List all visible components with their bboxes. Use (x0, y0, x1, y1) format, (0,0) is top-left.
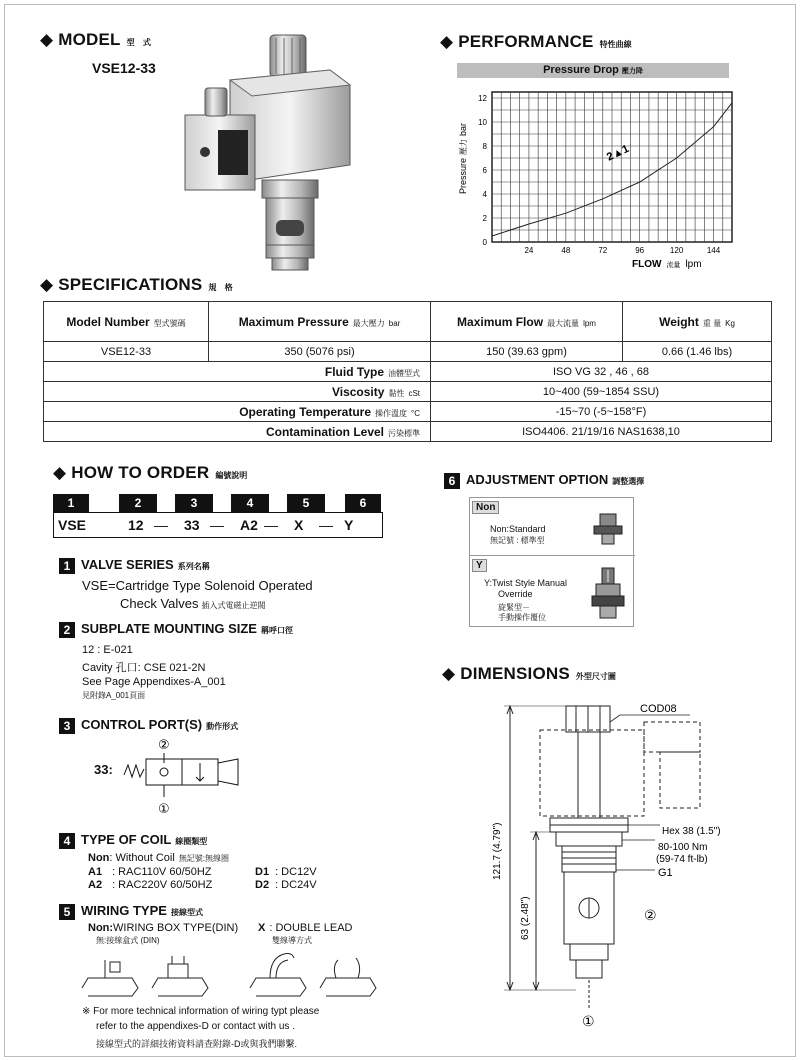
adjustment-option-table (469, 497, 634, 627)
temperature-label: Operating Temperature 操作溫度 °C (44, 402, 431, 422)
wiring-illustrations (80, 948, 380, 1003)
how-to-order-heading (53, 463, 247, 483)
section-number: 4 (59, 833, 75, 849)
model-title: MODEL (58, 30, 121, 49)
order-code-wiring: X (294, 517, 304, 533)
subplate-size-heading: 2 SUBPLATE MOUNTING SIZE 稱呼口徑 (59, 621, 293, 638)
performance-title: PERFORMANCE (458, 32, 594, 51)
section-number: 1 (59, 558, 75, 574)
valve-series-line2: Check Valves 插入式電磁止逆閥 (120, 596, 266, 611)
specifications-title: SPECIFICATIONS (58, 275, 203, 294)
body-length-label: 63 (2.48") (520, 896, 531, 940)
order-dash: — (264, 517, 278, 533)
hex-label: Hex 38 (1.5") (662, 826, 721, 837)
order-num-4: 4 (231, 494, 269, 512)
diamond-icon: ◆ (442, 664, 456, 683)
order-code-adjust: Y (344, 517, 354, 533)
coil-a1: A1 : RAC110V 60/50HZ (88, 866, 212, 878)
specifications-heading (40, 275, 236, 295)
how-to-order-title: HOW TO ORDER (71, 463, 210, 482)
header-pressure: Maximum Pressure 最大壓力 bar (209, 302, 431, 342)
adjust-non-label: Non:Standard (490, 524, 546, 534)
order-num-6: 6 (345, 494, 381, 512)
section-number: 6 (444, 473, 460, 489)
adjustment-option-heading: 6 ADJUSTMENT OPTION 調整選擇 (444, 472, 644, 489)
adjust-y-cn1: 旋緊型－ (498, 603, 530, 612)
value-model: VSE12-33 (44, 342, 209, 362)
model-heading (40, 30, 154, 50)
control-port-symbol (120, 735, 250, 820)
header-model: Model Number 型式號碼 (44, 302, 209, 342)
y-tick-label: 4 (482, 190, 487, 199)
adjust-y-tag: Y (472, 559, 487, 572)
y-axis-label: Pressure壓力bar (458, 122, 468, 194)
order-code-strip (53, 494, 383, 540)
port-1-label: ① (158, 802, 170, 817)
specifications-title-cn: 規 格 (208, 283, 236, 292)
performance-heading (440, 32, 632, 52)
value-pressure: 350 (5076 psi) (209, 342, 431, 362)
y-tick-label: 12 (478, 94, 487, 103)
coil-d2: D2 : DC24V (255, 879, 317, 891)
x-tick-label: 96 (635, 246, 645, 255)
y-tick-label: 0 (482, 238, 487, 247)
diamond-icon: ◆ (440, 32, 454, 51)
chart-title-bar (457, 63, 729, 78)
x-tick-label: 48 (561, 246, 571, 255)
x-tick-label: 72 (598, 246, 608, 255)
valve-product-illustration (170, 30, 370, 275)
torque-label: 80-100 Nm (658, 842, 708, 853)
spec-header-row (44, 302, 772, 342)
wiring-din: Non:WIRING BOX TYPE(DIN) (88, 922, 239, 934)
subplate-line4: 見附錄A_001頁面 (82, 691, 146, 700)
order-code-size: 12 (128, 517, 144, 533)
y-tick-label: 6 (482, 166, 487, 175)
adjust-non-cn: 無記號 : 標準型 (490, 536, 545, 545)
coil-d1: D1 : DC12V (255, 866, 317, 878)
x-tick-label: 144 (706, 246, 721, 255)
diamond-icon: ◆ (53, 463, 67, 482)
temperature-value: -15~70 (-5~158°F) (431, 402, 772, 422)
x-tick-label: 120 (669, 246, 684, 255)
adjust-non-row (470, 498, 635, 556)
dimensions-heading (442, 664, 616, 684)
subplate-line1: 12 : E-021 (82, 644, 133, 656)
header-weight: Weight 重 量 Kg (623, 302, 772, 342)
model-number: VSE12-33 (92, 60, 156, 76)
contamination-label: Contamination Level 污染標準 (44, 422, 431, 442)
viscosity-label: Viscosity 黏性 cSt (44, 382, 431, 402)
order-num-2: 2 (119, 494, 157, 512)
chart-title: Pressure Drop (543, 64, 619, 76)
how-to-order-title-cn: 編號說明 (215, 471, 248, 480)
coil-none: Non: Without Coil 無記號:無線圈 (88, 852, 230, 864)
spec-value-row (44, 342, 772, 362)
order-code-port: 33 (184, 517, 200, 533)
fluid-label: Fluid Type 油體型式 (44, 362, 431, 382)
torque-imperial-label: (59-74 ft-lb) (656, 854, 708, 865)
wiring-note-line3: 接線型式的詳細技術資料請查附錄-D或與我們聯繫. (96, 1039, 297, 1049)
viscosity-value: 10~400 (59~1854 SSU) (431, 382, 772, 402)
section-number: 2 (59, 622, 75, 638)
y-tick-label: 2 (482, 214, 487, 223)
dim-port-1-label: ① (582, 1014, 595, 1030)
spec-contamination-row (44, 422, 772, 442)
valve-series-line1: VSE=Cartridge Type Solenoid Operated (82, 578, 313, 593)
total-length-label: 121.7 (4.79") (492, 822, 503, 880)
port-2-label: ② (158, 738, 170, 753)
pressure-drop-chart (452, 84, 747, 274)
coil-a2: A2 : RAC220V 60/50HZ (88, 879, 213, 891)
spec-fluid-row (44, 362, 772, 382)
adjust-y-cn2: 手動操作覆位 (498, 613, 546, 622)
x-tick-label: 24 (524, 246, 534, 255)
wiring-double-lead: X : DOUBLE LEAD (258, 922, 353, 934)
order-code-row (53, 512, 383, 538)
y-tick-label: 8 (482, 142, 487, 151)
coil-type-heading: 4 TYPE OF COIL 線圈類型 (59, 832, 207, 849)
adjust-non-tag: Non (472, 501, 499, 514)
order-num-1: 1 (53, 494, 89, 512)
diamond-icon: ◆ (40, 275, 54, 294)
order-num-5: 5 (287, 494, 325, 512)
y-tick-label: 10 (478, 118, 487, 127)
wiring-note-line1: ※ For more technical information of wiring typt please (82, 1006, 320, 1017)
fluid-value: ISO VG 32 , 46 , 68 (431, 362, 772, 382)
subplate-line2: Cavity 孔口: CSE 021-2N (82, 662, 206, 674)
performance-title-cn: 特性曲線 (599, 40, 632, 49)
order-code-vse: VSE (58, 517, 87, 533)
order-dash: — (154, 517, 168, 533)
adjust-y-row (470, 556, 635, 628)
model-title-cn: 型 式 (126, 38, 154, 47)
value-weight: 0.66 (1.46 lbs) (623, 342, 772, 362)
valve-series-heading: 1 VALVE SERIES 系列名稱 (59, 557, 210, 574)
control-port-heading: 3 CONTROL PORT(S) 動作形式 (59, 717, 238, 734)
chart-title-cn: 壓力降 (621, 68, 643, 75)
curve-label: 2▲1 (604, 142, 631, 164)
order-dash: — (319, 517, 333, 533)
spec-temperature-row (44, 402, 772, 422)
adjust-y-label2: Override (498, 589, 533, 599)
order-code-coil: A2 (240, 517, 258, 533)
subplate-line3: See Page Appendixes-A_001 (82, 676, 226, 688)
adjust-y-label1: Y:Twist Style Manual (484, 578, 568, 588)
wiring-note-line2: refer to the appendixes-D or contact with us . (96, 1021, 295, 1032)
wiring-double-lead-cn: 雙線導方式 (272, 936, 312, 945)
thread-label: G1 (658, 867, 673, 879)
twist-override-icon (588, 566, 628, 622)
dimensions-drawing (480, 690, 780, 1040)
order-num-3: 3 (175, 494, 213, 512)
contamination-value: ISO4406. 21/19/16 NAS1638,10 (431, 422, 772, 442)
chart-grid (492, 92, 732, 242)
wiring-type-heading: 5 WIRING TYPE 接線型式 (59, 903, 203, 920)
diamond-icon: ◆ (40, 30, 54, 49)
order-dash: — (210, 517, 224, 533)
x-axis-label: FLOW 流量 lpm (632, 259, 702, 270)
order-number-row (53, 494, 383, 512)
section-number: 5 (59, 904, 75, 920)
spec-viscosity-row (44, 382, 772, 402)
control-port-code: 33: (94, 762, 113, 777)
standard-adjust-icon (588, 512, 628, 546)
section-number: 3 (59, 718, 75, 734)
specifications-table (43, 301, 772, 442)
value-flow: 150 (39.63 gpm) (431, 342, 623, 362)
dimensions-title-cn: 外型尺寸圖 (575, 672, 616, 681)
dimensions-title: DIMENSIONS (460, 664, 570, 683)
dim-port-2-label: ② (644, 908, 657, 924)
header-flow: Maximum Flow 最大流量 lpm (431, 302, 623, 342)
cod-label: COD08 (640, 703, 677, 715)
wiring-din-cn: 無:接線盒式 (DIN) (96, 936, 160, 945)
